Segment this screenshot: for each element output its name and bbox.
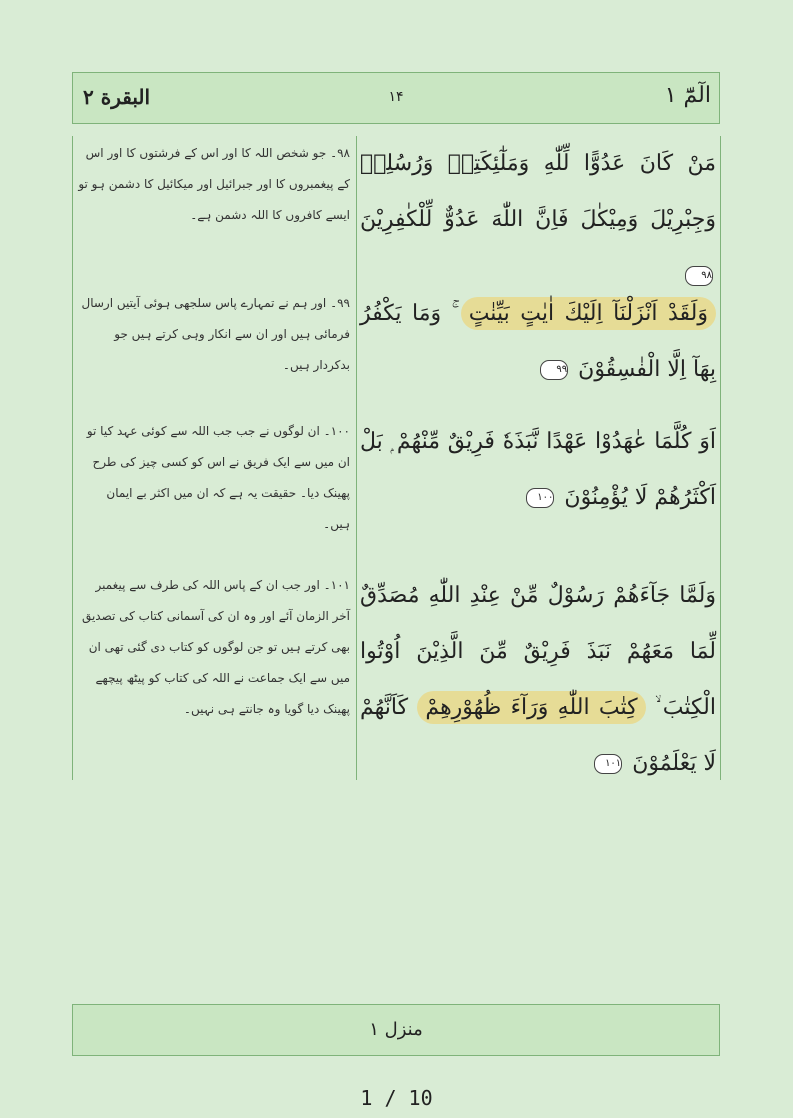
ayah-number-marker: ۱۰۱ (594, 754, 622, 774)
urdu-translation: ۹۹۔ اور ہم نے تمہارے پاس سلجھی ہوئی آیتیں ارسال فرمائی ہیں اور ان سے انکار وہی کرتے ہیں جو بدکردار ہیں۔ (81, 296, 350, 372)
arabic-text: مَنْ كَانَ عَدُوًّا لِّلّٰهِ وَمَلٰٓئِكَتِهٖ وَرُسُلِهٖ وَجِبْرِيْلَ وَمِيْكٰلَ فَاِنَّ اللّٰهَ عَدُوٌّ لِّلْكٰفِرِيْنَ (360, 151, 716, 232)
column-divider-left (72, 136, 73, 780)
ayah-number-marker: ۹۹ (540, 360, 568, 380)
highlighted-text[interactable]: وَلَقَدْ اَنْزَلْنَآ اِلَيْكَ اٰيٰتٍ بَيِّنٰتٍ (461, 297, 716, 330)
verse-table (72, 136, 720, 780)
arabic-text: وَلَمَّا جَآءَهُمْ رَسُوْلٌ مِّنْ عِنْدِ اللّٰهِ مُصَدِّقٌ لِّمَا مَعَهُمْ نَبَذَ فَرِيْقٌ مِّنَ الَّذِيْنَ اُوْتُوا الْكِتٰبَ ۙ (360, 583, 716, 720)
urdu-translation: ۱۰۱۔ اور جب ان کے پاس اللہ کی طرف سے پیغمبر آخر الزمان آئے اور وہ ان کی آسمانی کتاب کی تصدیق بھی کرتے ہیں تو جن لوگوں کو کتاب دی گئی تھی ان میں سے ایک جماعت نے اللہ کی کتاب کو پیٹھ پیچھے پھینک دیا گویا وہ جانتے ہی نہیں۔ (81, 578, 350, 716)
urdu-translation: ۱۰۰۔ ان لوگوں نے جب جب اللہ سے کوئی عہد کیا تو ان میں سے ایک فریق نے اس کو کسی چیز کی طرح پھینک دیا۔ حقیقت یہ ہے کہ ان میں اکثر بے ایمان ہیں۔ (86, 424, 350, 531)
ayah-number-marker: ۱۰۰ (526, 488, 554, 508)
manzil-footer (72, 1004, 720, 1056)
arabic-verse (360, 286, 716, 398)
arabic-text: ۚ وَمَا يَكْفُرُ بِهَآ اِلَّا الْفٰسِقُوْنَ (360, 301, 716, 382)
manzil-label: منزل ۱ (369, 1019, 423, 1040)
highlighted-text[interactable]: كِتٰبَ اللّٰهِ وَرَآءَ ظُهُوْرِهِمْ (417, 691, 645, 724)
column-divider-right (720, 136, 721, 780)
juz-name: الٓمّٓ ۱ (664, 83, 711, 108)
page-header (72, 72, 720, 124)
arabic-verse (360, 136, 716, 304)
arabic-verse (360, 568, 716, 792)
arabic-verse (360, 414, 716, 526)
arabic-text: كَاَنَّهُمْ لَا يَعْلَمُوْنَ (360, 695, 716, 776)
page-indicator: 1 / 10 (360, 1086, 433, 1110)
urdu-translation: ۹۸۔ جو شخص اللہ کا اور اس کے فرشتوں کا اور اس کے پیغمبروں کا اور جبرائیل اور میکائیل کا دشمن ہو تو ایسے کافروں کا اللہ دشمن ہے۔ (78, 146, 350, 222)
page-number: ۱۴ (388, 89, 404, 105)
arabic-text: اَوَ كُلَّمَا عٰهَدُوْا عَهْدًا نَّبَذَهٗ فَرِيْقٌ مِّنْهُمْ ۭ بَلْ اَكْثَرُهُمْ لَا يُؤْمِنُوْنَ (360, 429, 716, 510)
ayah-number-marker: ۹۸ (685, 266, 713, 286)
column-divider-middle (356, 136, 357, 780)
surah-name: البقرة ۲ (83, 85, 151, 109)
